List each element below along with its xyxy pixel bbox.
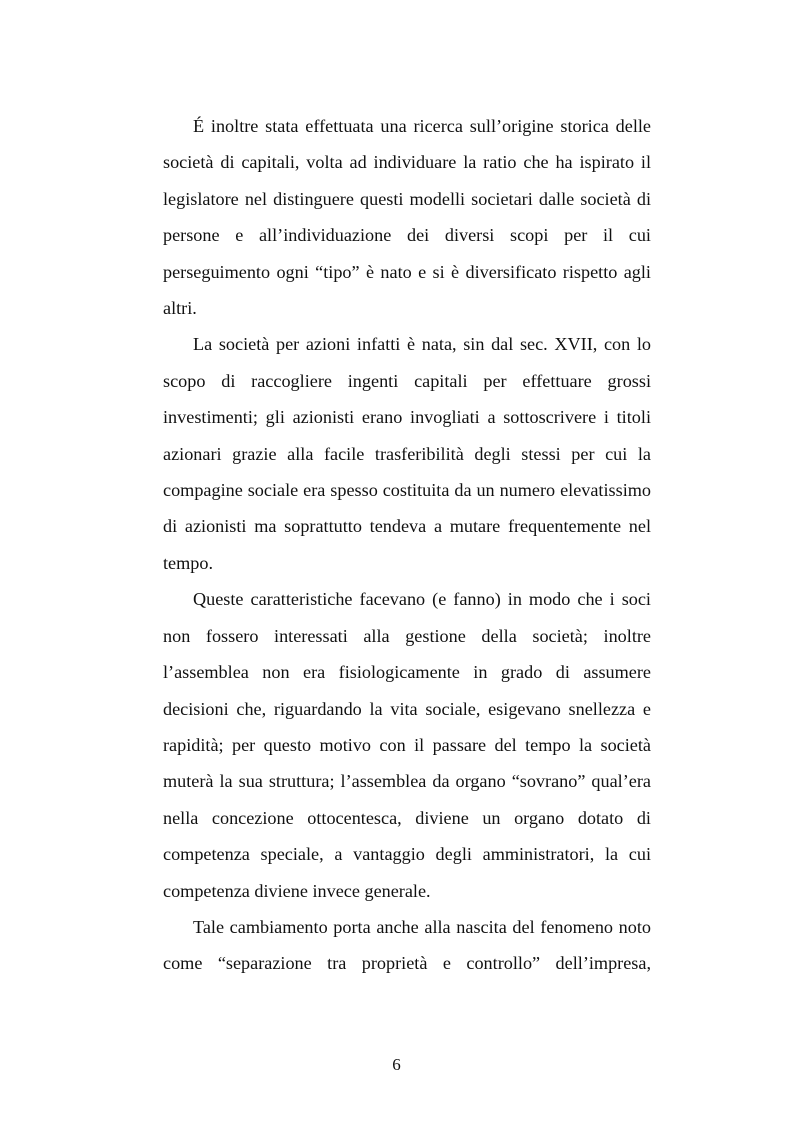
- paragraph-3: Queste caratteristiche facevano (e fanno) in modo che i soci non fossero interessati alla gestione della società; inoltre l’assemblea non era fisiologicamente in grado di assumere decisioni che, riguardando la vita sociale, esigevano snellezza e rapidità; per questo motivo con il passare del tempo la società muterà la sua struttura; l’assemblea da organo “sovrano” qual’era nella concezione ottocentesca, diviene un organo dotato di competenza speciale, a vantaggio degli amministratori, la cui competenza diviene invece generale.: [163, 589, 651, 901]
- paragraph-4: Tale cambiamento porta anche alla nascita del fenomeno noto come “separazione tra proprietà e controllo” dell’impresa,: [163, 916, 651, 974]
- paragraph-2: La società per azioni infatti è nata, sin dal sec. XVII, con lo scopo di raccogliere ingenti capitali per effettuare grossi investimenti; gli azionisti erano invogliati a sottoscrivere i titoli azionari grazie alla facile trasferibilità degli stessi per cui la compagine sociale era spesso costituita da un numero elevatissimo di azionisti ma soprattutto tendeva a mutare frequentemente nel tempo.: [163, 334, 651, 573]
- document-body: [163, 108, 651, 982]
- page-number: 6: [392, 1055, 401, 1074]
- paragraph-1: É inoltre stata effettuata una ricerca sull’origine storica delle società di capitali, volta ad individuare la ratio che ha ispirato il legislatore nel distinguere questi modelli societari dalle società di persone e all’individuazione dei diversi scopi per il cui perseguimento ogni “tipo” è nato e si è diversificato rispetto agli altri.: [163, 116, 651, 319]
